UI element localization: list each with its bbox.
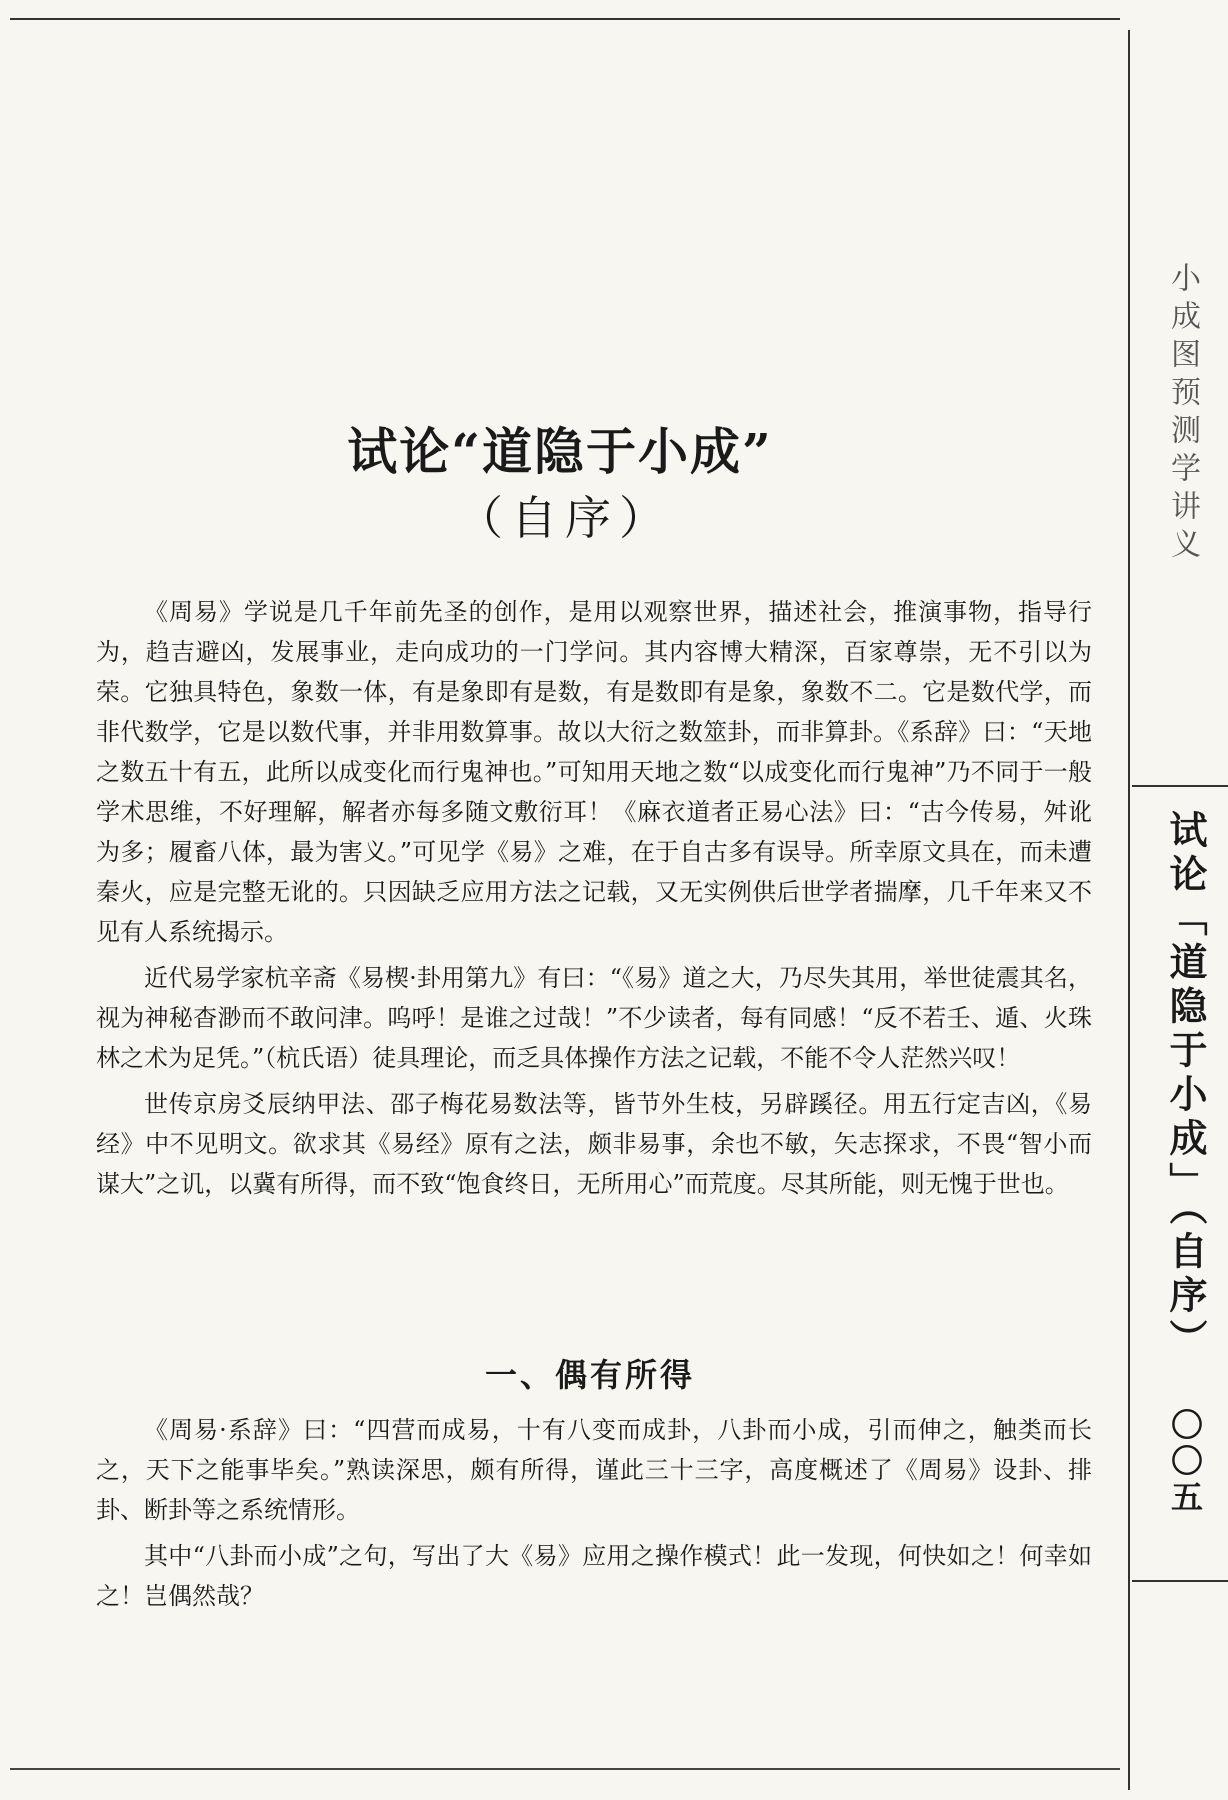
series-title: 小成图预测学讲义	[1165, 262, 1200, 566]
margin-divider	[1132, 1580, 1228, 1582]
section-body	[96, 1410, 1092, 1622]
paragraph: 世传京房爻辰纳甲法、邵子梅花易数法等，皆节外生枝，另辟蹊径。用五行定吉凶，《易经》中不见明文。欲求其《易经》原有之法，颇非易事，余也不敏，矢志探求，不畏“智小而谋大”之讥，以冀有所得，而不致“饱食终日，无所用心”而荒度。尽其所能，则无愧于世也。	[96, 1090, 1092, 1198]
page-number: 〇〇五	[1166, 1408, 1204, 1516]
page-subtitle: （自序）	[457, 491, 673, 545]
paragraph: 《周易·系辞》曰：“四营而成易，十有八变而成卦，八卦而小成，引而伸之，触类而长之，天下之能事毕矣。”熟读深思，颇有所得，谨此三十三字，高度概述了《周易》设卦、排卦、断卦等之系统情形。	[96, 1416, 1092, 1524]
preface-body	[96, 592, 1092, 1210]
page-title: 试论“道隐于小成”	[347, 422, 773, 481]
paragraph: 近代易学家杭辛斋《易楔·卦用第九》有曰：“《易》道之大，乃尽失其用，举世徒震其名，视为神秘杳渺而不敢问津。呜呼！是谁之过哉！”不少读者，每有同感！“反不若壬、遁、火珠林之术为足凭。”（杭氏语）徒具理论，而乏具体操作方法之记载，不能不令人茫然兴叹！	[96, 964, 1092, 1072]
section-heading: 一、偶有所得	[484, 1356, 695, 1394]
top-rule	[10, 18, 1120, 20]
margin-rule	[1128, 30, 1130, 1790]
paragraph: 其中“八卦而小成”之句，写出了大《易》应用之操作模式！此一发现，何快如之！何幸如之！岂偶然哉？	[96, 1542, 1092, 1610]
running-article-title: 试论「道隐于小成」（自序）	[1163, 810, 1208, 1363]
bottom-rule	[10, 1768, 1120, 1770]
margin-divider	[1132, 785, 1228, 787]
paragraph: 《周易》学说是几千年前先圣的创作，是用以观察世界，描述社会，推演事物，指导行为，趋吉避凶，发展事业，走向成功的一门学问。其内容博大精深，百家尊崇，无不引以为荣。它独具特色，象数一体，有是象即有是数，有是数即有是象，象数不二。它是数代学，而非代数学，它是以数代事，并非用数算事。故以大衍之数筮卦，而非算卦。《系辞》曰：“天地之数五十有五，此所以成变化而行鬼神也。”可知用天地之数“以成变化而行鬼神”乃不同于一般学术思维，不好理解，解者亦每多随文敷衍耳！《麻衣道者正易心法》曰：“古今传易，舛讹为多；履畜八体，最为害义。”可见学《易》之难，在于自古多有误导。所幸原文具在，而未遭秦火，应是完整无讹的。只因缺乏应用方法之记载，又无实例供后世学者揣摩，几千年来又不见有人系统揭示。	[96, 598, 1092, 946]
